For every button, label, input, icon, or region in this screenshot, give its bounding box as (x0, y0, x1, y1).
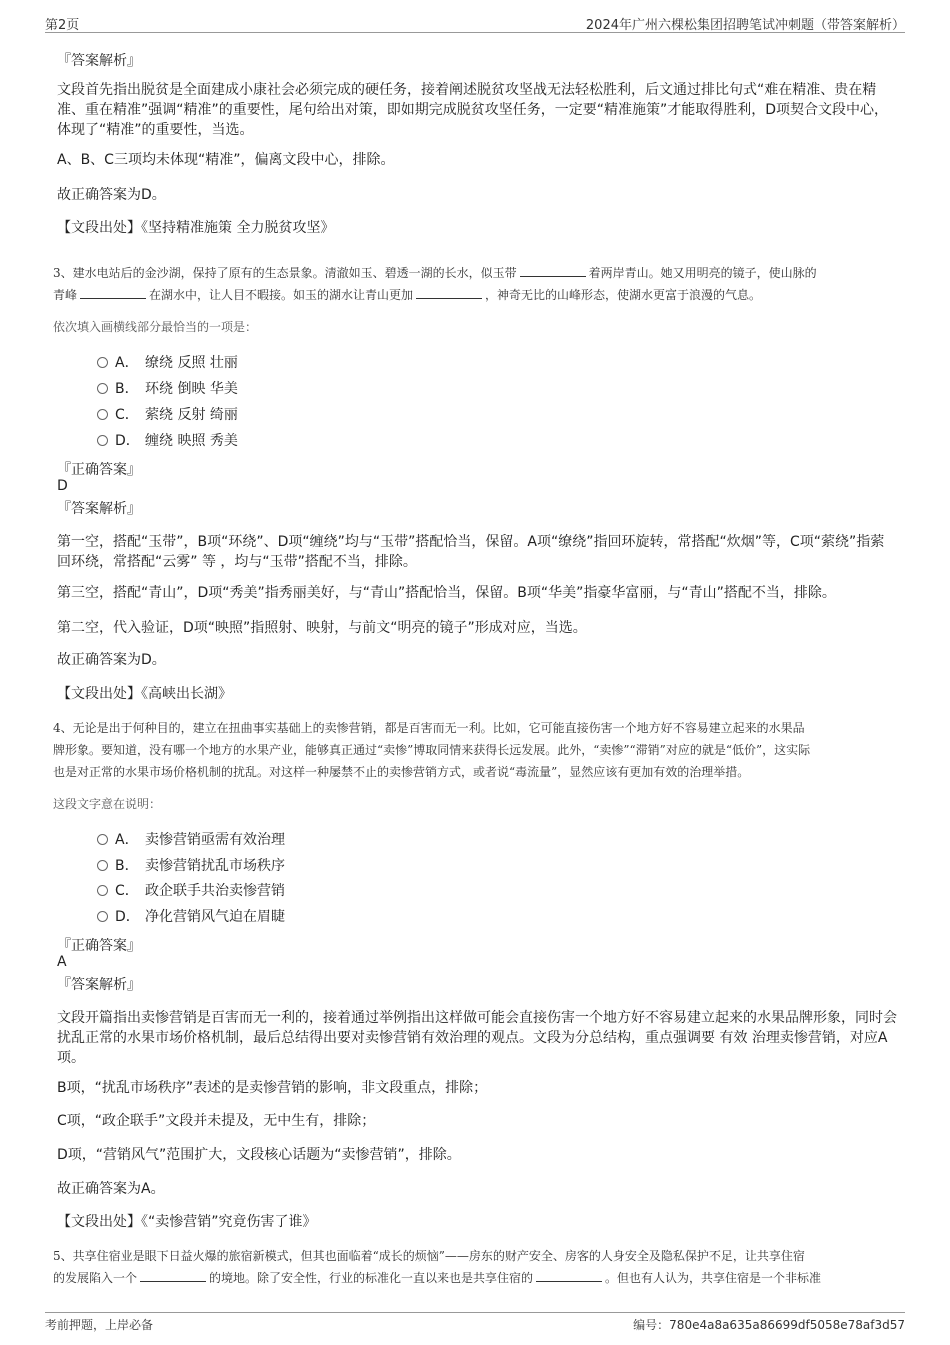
radio-button[interactable] (97, 885, 108, 896)
final-answer-text: 故正确答案为D。 (57, 187, 166, 203)
radio-button[interactable] (97, 435, 108, 446)
radio-button[interactable] (97, 860, 108, 871)
analysis-paragraph: 文段首先指出脱贫是全面建成小康社会必须完成的硬任务，接着阐述脱贫攻坚战无法轻松胜利，后文通过排比句式“难在精准、贵在精准、重在精准”强调“精准”的重要性，尾句给出对策，即如期完成脱贫攻坚任务，一定要“精准施策”才能取得胜利，D项契合文段中心，体现了“精准”的重要性，当选。 (57, 82, 889, 138)
question-prompt: 这段文字意在说明： (53, 797, 162, 811)
correct-answer-label: 『正确答案』 (57, 462, 141, 478)
analysis-paragraph: A、B、C三项均未体现“精准”，偏离文段中心，排除。 (57, 152, 395, 168)
question-line: 青峰 在湖水中，让人目不暇接。如玉的湖水让青山更加 ，神奇无比的山峰形态，使湖水更富于浪漫的气息。 (53, 288, 762, 302)
analysis-paragraph: 第二空，代入验证，D项“映照”指照射、映射，与前文“明亮的镜子”形成对应，当选。 (57, 620, 587, 636)
code-value: 780e4a8a635a86699df5058e78af3d57 (669, 1318, 905, 1332)
page-footer (45, 1312, 905, 1335)
fill-blank (140, 1269, 206, 1282)
question-line: 的发展陷入一个 的境地。除了安全性，行业的标准化一直以来也是共享住宿的 。但也有人认为，共享住宿是一个非标准 (53, 1271, 822, 1285)
analysis-label: 『答案解析』 (57, 53, 141, 69)
option-text: 萦绕 反射 绮丽 (145, 407, 238, 423)
question-line: 4、无论是出于何种目的，建立在扭曲事实基础上的卖惨营销，都是百害而无一利。比如，它可能直接伤害一个地方好不容易建立起来的水果品 (53, 721, 805, 735)
final-answer-text: 故正确答案为D。 (57, 652, 166, 668)
option-letter: D． (115, 909, 140, 925)
fill-blank (520, 264, 586, 277)
radio-button[interactable] (97, 383, 108, 394)
fill-blank (536, 1269, 602, 1282)
final-answer-text: 故正确答案为A。 (57, 1181, 165, 1197)
question-line: 3、建水电站后的金沙湖，保持了原有的生态景象。清澈如玉、碧透一湖的长水，似玉带 着两岸青山。她又用明亮的镜子，使山脉的 (53, 266, 817, 280)
question-line: 5、共享住宿业是眼下日益火爆的旅宿新模式，但其也面临着“成长的烦恼”——房东的财产安全、房客的人身安全及隐私保护不足，让共享住宿 (53, 1249, 805, 1263)
correct-answer-label: 『正确答案』 (57, 938, 141, 954)
question-line: 也是对正常的水果市场价格机制的扰乱。对这样一种屡禁不止的卖惨营销方式，或者说“毒流量”，显然应该有更加有效的治理举措。 (53, 765, 750, 779)
fill-blank (416, 286, 482, 299)
radio-button[interactable] (97, 911, 108, 922)
option-text: 卖惨营销亟需有效治理 (145, 832, 285, 848)
analysis-paragraph: 第三空，搭配“青山”，D项“秀美”指秀丽美好，与“青山”搭配恰当，保留。B项“华美”指豪华富丽，与“青山”搭配不当，排除。 (57, 585, 836, 601)
code-label: 编号： (633, 1318, 670, 1332)
radio-button[interactable] (97, 357, 108, 368)
option-letter: C． (115, 407, 139, 423)
option-text: 环绕 倒映 华美 (145, 381, 238, 397)
option-text: 政企联手共治卖惨营销 (145, 883, 285, 899)
analysis-paragraph: B项，“扰乱市场秩序”表述的是卖惨营销的影响，非文段重点，排除； (57, 1080, 488, 1096)
option-letter: C． (115, 883, 139, 899)
option-letter: A． (115, 832, 139, 848)
question-prompt: 依次填入画横线部分最恰当的一项是： (53, 320, 258, 334)
option-text: 缠绕 映照 秀美 (145, 433, 238, 449)
fill-blank (80, 286, 146, 299)
analysis-paragraph: 文段开篇指出卖惨营销是百害而无一利的，接着通过举例指出这样做可能会直接伤害一个地方好不容易建立起来的水果品牌形象，同时会扰乱正常的水果市场价格机制，最后总结得出要对卖惨营销有效治理的观点。文段为分总结构，重点强调要 有效 治理卖惨营销，对应A项。 (57, 1010, 897, 1066)
analysis-paragraph: 第一空，搭配“玉带”，B项“环绕”、D项“缠绕”均与“玉带”搭配恰当，保留。A项“缭绕”指回环旋转，常搭配“炊烟”等，C项“萦绕”指萦回环绕，常搭配“云雾” 等 ，均与“玉带”搭配不当，排除。 (57, 534, 885, 570)
source-citation: 【文段出处】《“卖惨营销”究竟伤害了谁》 (57, 1214, 317, 1230)
correct-answer-value: A (57, 954, 67, 970)
page-number: 第2页 (45, 18, 80, 33)
radio-button[interactable] (97, 409, 108, 420)
question-3-text (53, 262, 898, 306)
analysis-label: 『答案解析』 (57, 501, 141, 517)
option-letter: B． (115, 858, 139, 874)
analysis-paragraph: C项，“政企联手”文段并未提及，无中生有，排除； (57, 1113, 376, 1129)
analysis-label: 『答案解析』 (57, 977, 141, 993)
option-letter: B． (115, 381, 139, 397)
option-text: 卖惨营销扰乱市场秩序 (145, 858, 285, 874)
source-citation: 【文段出处】《坚持精准施策 全力脱贫攻坚》 (57, 220, 335, 236)
source-citation: 【文段出处】《高峡出长湖》 (57, 686, 232, 702)
footer-slogan: 考前押题，上岸必备 (45, 1318, 154, 1332)
analysis-paragraph: D项，“营销风气”范围扩大，文段核心话题为“卖惨营销”，排除。 (57, 1147, 461, 1163)
question-5-text (53, 1245, 898, 1289)
option-letter: A． (115, 355, 139, 371)
document-code (633, 1316, 905, 1333)
option-letter: D． (115, 433, 140, 449)
question-4-text (53, 717, 898, 783)
document-title: 2024年广州六棵松集团招聘笔试冲刺题（带答案解析） (585, 18, 905, 33)
question-line: 牌形象。要知道，没有哪一个地方的水果产业，能够真正通过“卖惨”博取同情来获得长远发展。此外，“卖惨”“滞销”对应的就是“低价”，这实际 (53, 743, 811, 757)
correct-answer-value: D (57, 478, 68, 494)
option-text: 净化营销风气迫在眉睫 (145, 909, 285, 925)
radio-button[interactable] (97, 834, 108, 845)
option-text: 缭绕 反照 壮丽 (145, 355, 238, 371)
page-header (45, 10, 905, 33)
